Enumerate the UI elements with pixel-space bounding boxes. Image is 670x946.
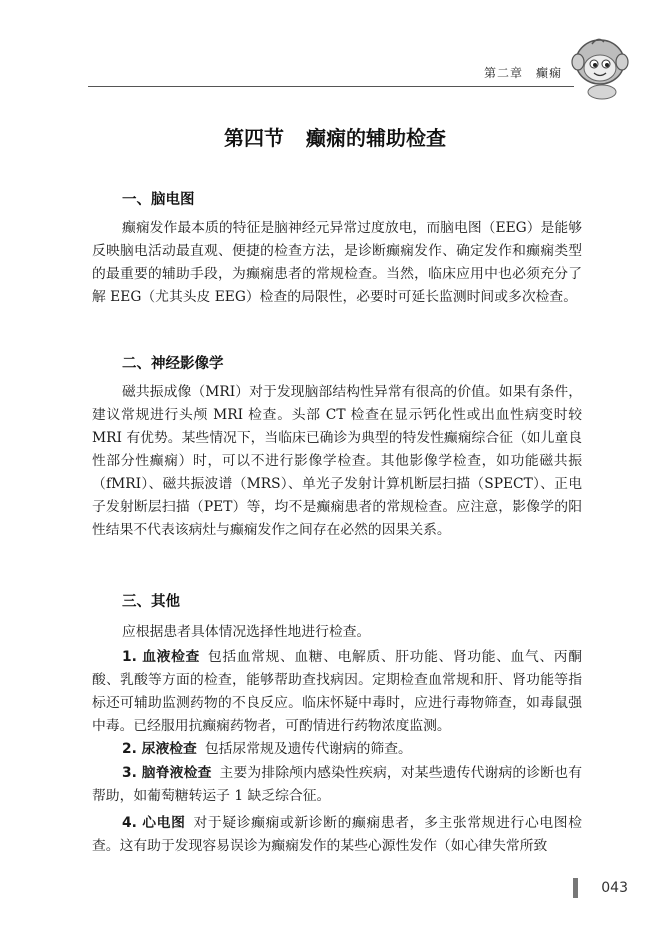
item-text: 包括尿常规及遗传代谢病的筛查。 bbox=[204, 741, 412, 757]
item-label: 4. 心电图 bbox=[122, 815, 186, 831]
section-title bbox=[0, 122, 670, 151]
page-number: 043 bbox=[601, 880, 628, 896]
item-blood-test bbox=[92, 646, 582, 738]
subsection-heading-imaging: 二、神经影像学 bbox=[122, 356, 224, 372]
item-csf-test bbox=[92, 762, 582, 808]
paragraph-imaging: 磁共振成像（MRI）对于发现脑部结构性异常有很高的价值。如果有条件，建议常规进行头颅 MRI 检查。头部 CT 检查在显示钙化性或出血性病变时较 MRI 有优势。某些情况下，当临床已确诊为典型的特发性癫痫综合征（如儿童良性部分性癫痫）时，可以不进行影像学检查。其他影像学检查，如功能磁共振（fMRI）、磁共振波谱（MRS）、单光子发射计算机断层扫描（SPECT）、正电子发射断层扫描（PET）等，均不是癫痫患者的常规检查。应注意，影像学的阳性结果不代表该病灶与癫痫发作之间存在必然的因果关系。 bbox=[92, 384, 582, 538]
subsection-heading-other: 三、其他 bbox=[122, 594, 180, 610]
running-header-chapter: 第二章 癫痫 bbox=[483, 66, 562, 80]
item-label: 2. 尿液检查 bbox=[122, 741, 197, 757]
paragraph-other-intro: 应根据患者具体情况选择性地进行检查。 bbox=[122, 624, 371, 640]
subsection-heading-eeg: 一、脑电图 bbox=[122, 192, 195, 208]
item-text: 包括血常规、血糖、电解质、肝功能、肾功能、血气、丙酮酸、乳酸等方面的检查，能够帮助查找病因。定期检查血常规和肝、肾功能等指标还可辅助监测药物的不良反应。临床怀疑中毒时，应进行毒物筛查，如毒鼠强中毒。已经服用抗癫痫药物者，可酌情进行药物浓度监测。 bbox=[92, 649, 582, 734]
item-label: 3. 脑脊液检查 bbox=[122, 765, 212, 781]
item-ecg bbox=[92, 812, 582, 858]
item-label: 1. 血液检查 bbox=[122, 649, 200, 665]
item-text: 主要为排除颅内感染性疾病，对某些遗传代谢病的诊断也有帮助，如葡萄糖转运子 1 缺乏综合征。 bbox=[92, 765, 582, 804]
section-number: 第四节 bbox=[224, 126, 284, 150]
paragraph-eeg: 癫痫发作最本质的特征是脑神经元异常过度放电，而脑电图（EEG）是能够反映脑电活动最直观、便捷的检查方法，是诊断癫痫发作、确定发作和癫痫类型的最重要的辅助手段，为癫痫患者的常规检查。当然，临床应用中也必须充分了解 EEG（尤其头皮 EEG）检查的局限性，必要时可延长监测时间或多次检查。 bbox=[92, 220, 582, 305]
item-text: 对于疑诊癫痫或新诊断的癫痫患者，多主张常规进行心电图检查。这有助于发现容易误诊为癫痫发作的某些心源性发作（如心律失常所致 bbox=[92, 815, 582, 854]
mascot-icon bbox=[570, 32, 634, 100]
page-number-bar bbox=[573, 878, 578, 898]
header-rule bbox=[88, 86, 574, 87]
section-title-text: 癫痫的辅助检查 bbox=[306, 126, 446, 150]
item-urine-test bbox=[92, 738, 582, 761]
